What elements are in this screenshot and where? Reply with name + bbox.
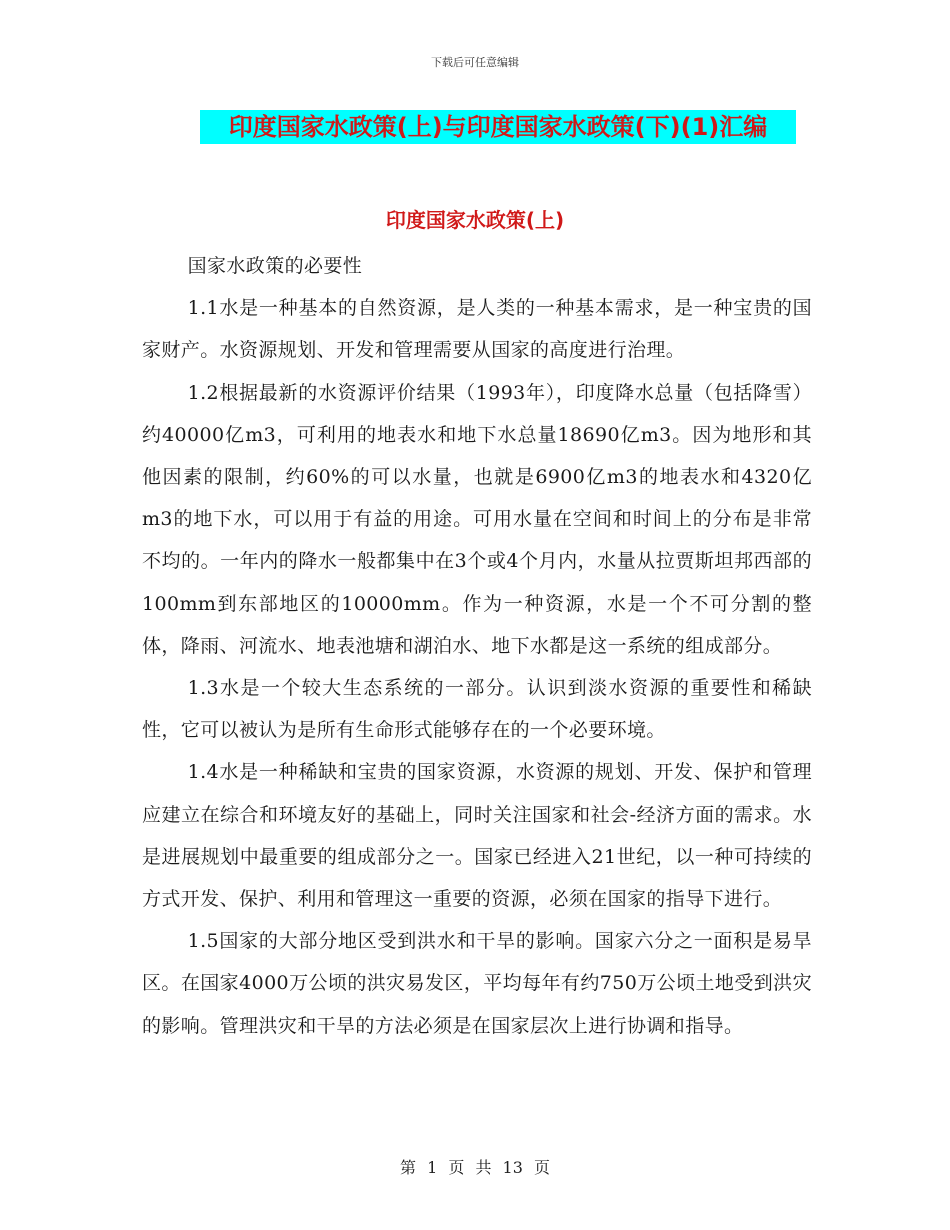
paragraph-1-4: 1.4水是一种稀缺和宝贵的国家资源，水资源的规划、开发、保护和管理应建立在综合和环境友好的基础上，同时关注国家和社会-经济方面的需求。水是进展规划中最重要的组成部分之一。国家已经进入21世纪，以一种可持续的方式开发、保护、利用和管理这一重要的资源，必须在国家的指导下进行。 <box>142 761 812 911</box>
paragraph-1-3: 1.3水是一个较大生态系统的一部分。认识到淡水资源的重要性和稀缺性，它可以被认为是所有生命形式能够存在的一个必要环境。 <box>142 677 812 742</box>
document-title: 印度国家水政策(上)与印度国家水政策(下)(1)汇编 <box>200 110 796 144</box>
header-note: 下载后可任意编辑 <box>431 56 519 69</box>
document-body <box>142 245 812 1047</box>
paragraph-1-2: 1.2根据最新的水资源评价结果（1993年），印度降水总量（包括降雪）约40000亿m3，可利用的地表水和地下水总量18690亿m3。因为地形和其他因素的限制，约60%的可以水量，也就是6900亿m3的地表水和4320亿m3的地下水，可以用于有益的用途。可用水量在空间和时间上的分布是非常不均的。一年内的降水一般都集中在3个或4个月内，水量从拉贾斯坦邦西部的100mm到东部地区的10000mm。作为一种资源，水是一个不可分割的整体，降雨、河流水、地表池塘和湖泊水、地下水都是这一系统的组成部分。 <box>142 381 812 657</box>
page-footer: 第 1 页 共 13 页 <box>400 1158 550 1177</box>
paragraph-1-5: 1.5国家的大部分地区受到洪水和干旱的影响。国家六分之一面积是易旱区。在国家4000万公顷的洪灾易发区，平均每年有约750万公顷土地受到洪灾的影响。管理洪灾和干旱的方法必须是在国家层次上进行协调和指导。 <box>142 930 812 1037</box>
paragraph-heading: 国家水政策的必要性 <box>187 255 363 277</box>
paragraph-1-1: 1.1水是一种基本的自然资源，是人类的一种基本需求，是一种宝贵的国家财产。水资源规划、开发和管理需要从国家的高度进行治理。 <box>142 297 812 362</box>
section-title: 印度国家水政策(上) <box>385 208 565 232</box>
